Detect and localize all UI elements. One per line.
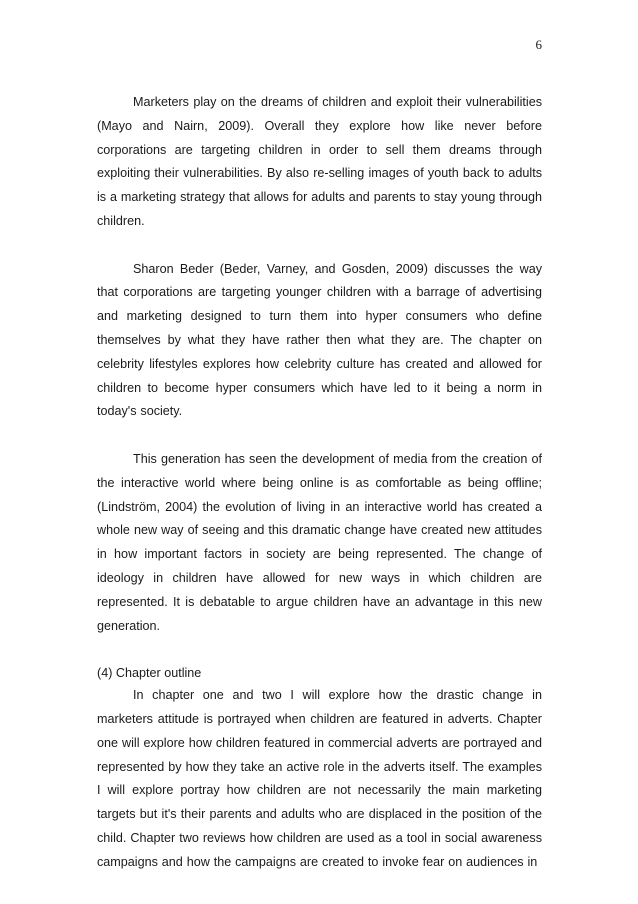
page-body xyxy=(97,91,542,875)
paragraph-this-generation: This generation has seen the development of media from the creation of the interactive world where being online is as comfortable as being offline; (Lindström, 2004) the evolution of living in an interactive world has created a whole new way of seeing and this dramatic change have created new attitudes in how important factors in society are being represented. The change of ideology in children have allowed for new ways in which children are represented. It is debatable to argue children have an advantage in this new generation. xyxy=(97,451,542,633)
paragraph-chapter-outline: In chapter one and two I will explore how the drastic change in marketers attitude is portrayed when children are featured in adverts. Chapter one will explore how children featured in commercial adverts are portrayed and represented by how they take an active role in the adverts itself. The examples I will explore portray how children are not necessarily the main marketing targets but it's their parents and adults who are displaced in the position of the child. Chapter two reviews how children are used as a tool in social awareness campaigns and how the campaigns are created to invoke fear on audiences in xyxy=(97,688,542,869)
paragraph-marketers: Marketers play on the dreams of children and exploit their vulnerabilities (Mayo and Nairn, 2009). Overall they explore how like never before corporations are targeting children in order to sell them dreams through exploiting their vulnerabilities. By also re-selling images of youth back to adults is a marketing strategy that allows for adults and parents to stay young through children. xyxy=(97,95,542,228)
page-number: 6 xyxy=(535,37,542,52)
section-heading-chapter-outline: (4) Chapter outline xyxy=(97,666,202,681)
paragraph-sharon-beder: Sharon Beder (Beder, Varney, and Gosden, 2009) discusses the way that corporations are targeting younger children with a barrage of advertising and marketing designed to turn them into hyper consumers who define themselves by what they have rather then what they are. The chapter on celebrity lifestyles explores how celebrity culture has created and allowed for children to become hyper consumers which have led to it being a norm in today's society. xyxy=(97,261,542,419)
